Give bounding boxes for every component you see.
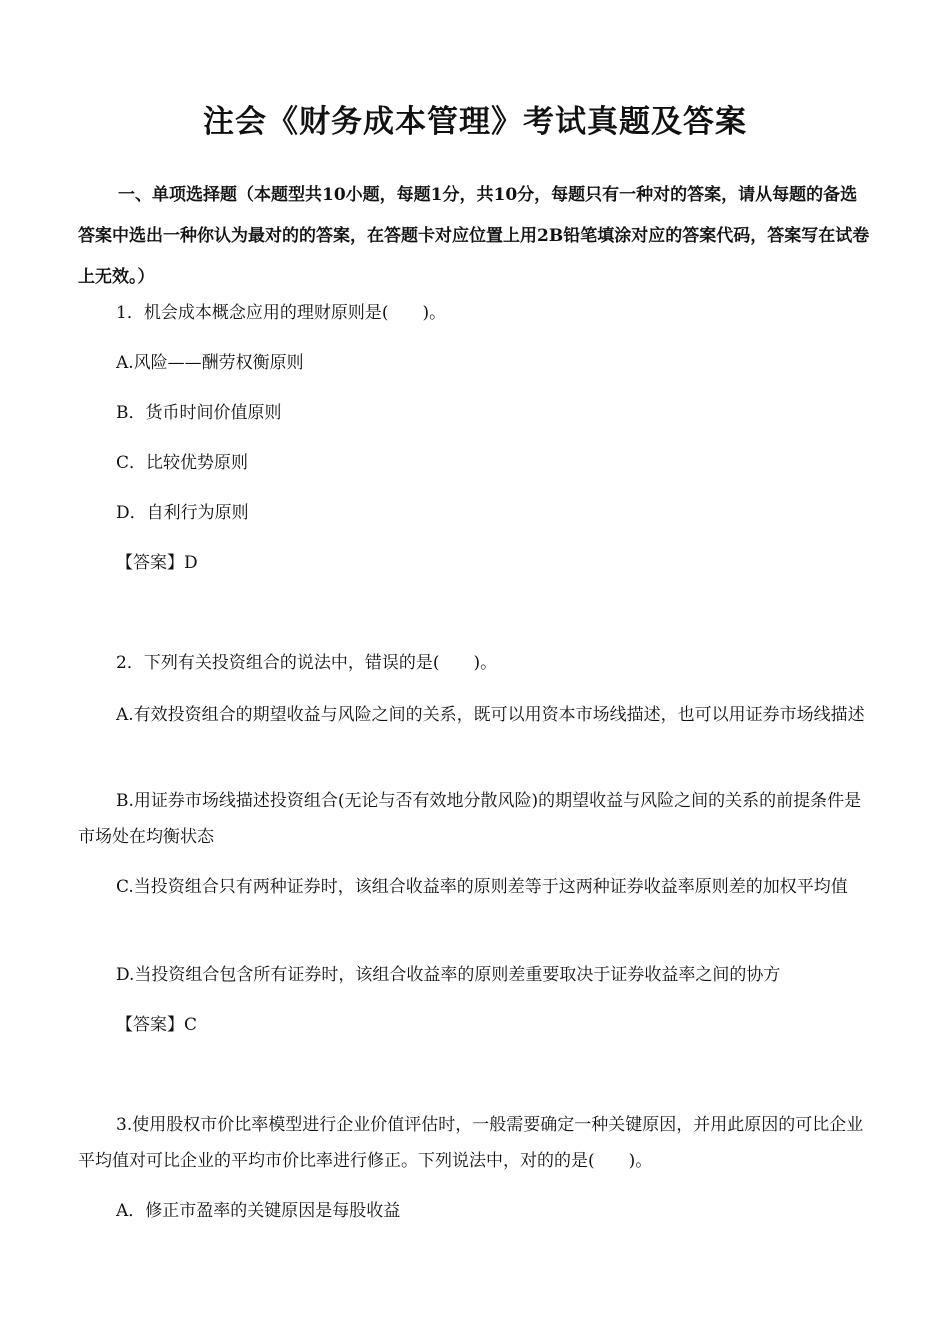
question-1-stem: 1．机会成本概念应用的理财原则是( )。: [116, 303, 447, 323]
question-1-option-d: D．自利行为原则: [116, 503, 249, 523]
question-2-option-c: C.当投资组合只有两种证券时，该组合收益率的原则差等于这两种证券收益率原则差的加权平均值: [116, 877, 848, 897]
question-2-option-a: A.有效投资组合的期望收益与风险之间的关系，既可以用资本市场线描述，也可以用证券市场线描述: [116, 705, 865, 725]
question-3-stem: 3.使用股权市价比率模型进行企业价值评估时，一般需要确定一种关键原因，并用此原因的可比企业平均值对可比企业的平均市价比率进行修正。下列说法中，对的的是( )。: [78, 1115, 864, 1171]
question-1-option-b: B．货币时间价值原则: [116, 403, 282, 423]
question-1-option-a: A.风险——酬劳权衡原则: [116, 353, 304, 373]
question-1-answer: 【答案】D: [116, 553, 198, 573]
section-heading: 一、单项选择题（本题型共10小题，每题1分，共10分，每题只有一种对的答案，请从每题的备选答案中选出一种你认为最对的的答案，在答题卡对应位置上用2B铅笔填涂对应的答案代码，答案写在试卷上无效。）: [78, 185, 870, 287]
question-2-option-b: B.用证券市场线描述投资组合(无论与否有效地分散风险)的期望收益与风险之间的关系的前提条件是市场处在均衡状态: [78, 791, 862, 847]
question-2-option-d: D.当投资组合包含所有证券时，该组合收益率的原则差重要取决于证券收益率之间的协方: [116, 965, 781, 985]
question-3-option-a: A．修正市盈率的关键原因是每股收益: [116, 1201, 401, 1221]
question-2-stem: 2．下列有关投资组合的说法中，错误的是( )。: [116, 653, 498, 673]
question-1-option-c: C．比较优势原则: [116, 453, 249, 473]
question-2-answer: 【答案】C: [116, 1015, 198, 1035]
document-title: 注会《财务成本管理》考试真题及答案: [203, 104, 747, 140]
